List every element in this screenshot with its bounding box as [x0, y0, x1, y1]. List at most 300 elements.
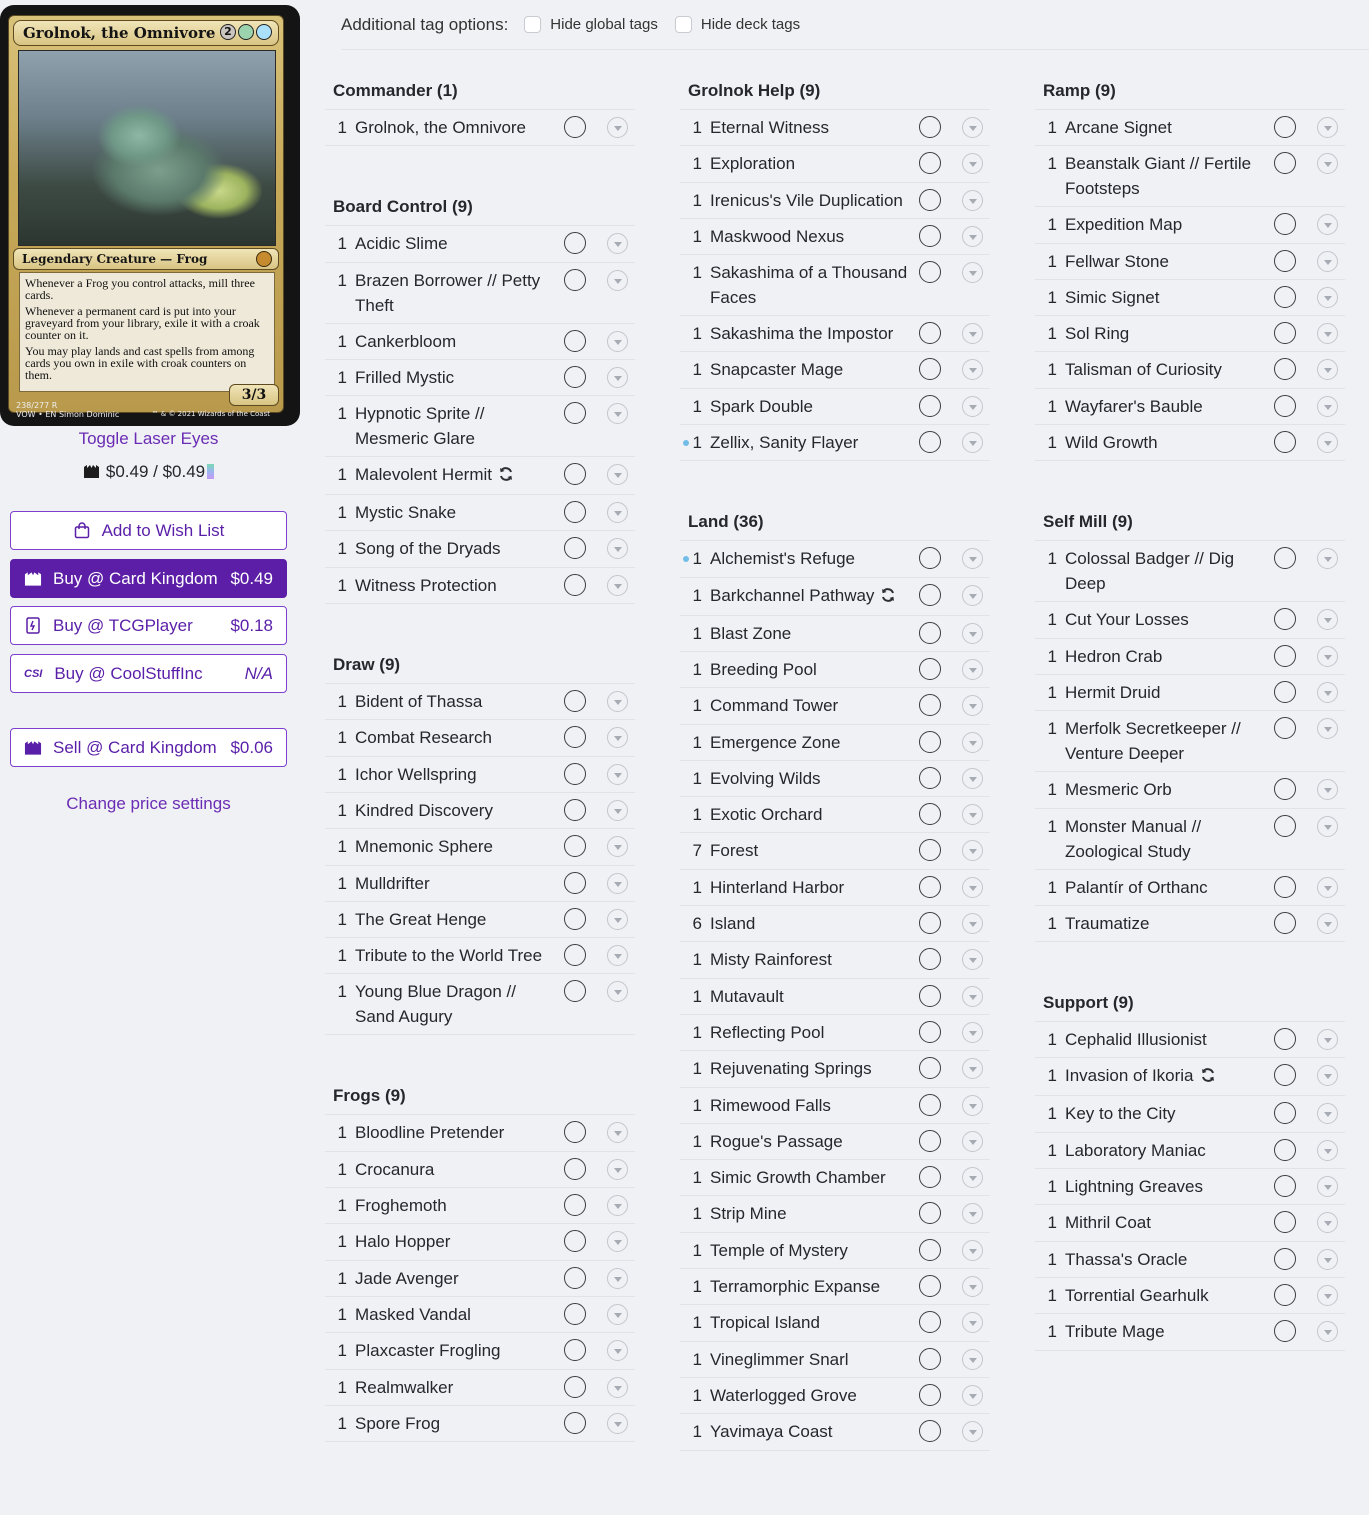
card-name-link[interactable] — [355, 834, 555, 859]
card-menu-chevron-down-icon[interactable] — [1317, 396, 1338, 417]
card-row[interactable] — [680, 146, 990, 182]
card-name-link[interactable] — [710, 657, 910, 682]
card-menu-chevron-down-icon[interactable] — [962, 1167, 983, 1188]
buy-card-kingdom-button[interactable] — [10, 559, 287, 598]
card-menu-chevron-down-icon[interactable] — [1317, 682, 1338, 703]
card-menu-chevron-down-icon[interactable] — [1317, 1140, 1338, 1161]
card-name-link[interactable] — [355, 1193, 555, 1218]
buy-tcgplayer-button[interactable] — [10, 606, 287, 645]
card-select-radio[interactable] — [919, 1094, 941, 1116]
card-select-radio[interactable] — [1274, 1028, 1296, 1050]
card-select-radio[interactable] — [1274, 1284, 1296, 1306]
card-row[interactable] — [1035, 1058, 1345, 1096]
card-row[interactable] — [680, 219, 990, 255]
card-select-radio[interactable] — [564, 908, 586, 930]
card-name-link[interactable] — [355, 401, 555, 451]
card-name-link[interactable] — [710, 1383, 910, 1408]
card-menu-chevron-down-icon[interactable] — [1317, 1103, 1338, 1124]
card-select-radio[interactable] — [919, 358, 941, 380]
card-select-radio[interactable] — [919, 1348, 941, 1370]
card-row[interactable] — [680, 833, 990, 869]
card-menu-chevron-down-icon[interactable] — [962, 732, 983, 753]
card-menu-chevron-down-icon[interactable] — [607, 117, 628, 138]
card-select-radio[interactable] — [919, 694, 941, 716]
card-select-radio[interactable] — [1274, 547, 1296, 569]
card-select-radio[interactable] — [919, 547, 941, 569]
card-row[interactable] — [325, 1370, 635, 1406]
card-name-link[interactable] — [1065, 680, 1265, 705]
card-name-link[interactable] — [710, 1201, 910, 1226]
card-name-link[interactable] — [710, 730, 910, 755]
card-name-link[interactable] — [1065, 644, 1265, 669]
buy-coolstuffinc-button[interactable] — [10, 654, 287, 693]
card-select-radio[interactable] — [919, 1311, 941, 1333]
card-row[interactable] — [325, 1406, 635, 1442]
card-name-link[interactable] — [355, 943, 555, 968]
card-menu-chevron-down-icon[interactable] — [607, 270, 628, 291]
card-row[interactable] — [680, 316, 990, 352]
card-row[interactable] — [325, 829, 635, 865]
card-select-radio[interactable] — [919, 189, 941, 211]
card-menu-chevron-down-icon[interactable] — [1317, 877, 1338, 898]
card-menu-chevron-down-icon[interactable] — [607, 1304, 628, 1325]
card-row[interactable] — [1035, 280, 1345, 316]
card-row[interactable] — [680, 352, 990, 388]
card-name-link[interactable] — [1065, 151, 1265, 201]
card-name-link[interactable] — [355, 979, 555, 1029]
card-row[interactable] — [1035, 1205, 1345, 1241]
card-menu-chevron-down-icon[interactable] — [962, 396, 983, 417]
hide-deck-tags-checkbox[interactable] — [675, 16, 692, 33]
card-select-radio[interactable] — [564, 726, 586, 748]
card-select-radio[interactable] — [919, 431, 941, 453]
card-menu-chevron-down-icon[interactable] — [962, 1022, 983, 1043]
card-select-radio[interactable] — [1274, 1175, 1296, 1197]
card-name-link[interactable] — [1065, 1101, 1265, 1126]
toggle-laser-eyes-link[interactable]: Toggle Laser Eyes — [78, 429, 219, 448]
card-name-link[interactable] — [1065, 115, 1265, 140]
card-row[interactable] — [325, 263, 635, 324]
card-menu-chevron-down-icon[interactable] — [607, 981, 628, 1002]
card-row[interactable] — [325, 457, 635, 495]
card-menu-chevron-down-icon[interactable] — [607, 575, 628, 596]
card-row[interactable] — [1035, 602, 1345, 638]
card-row[interactable] — [325, 1188, 635, 1224]
card-row[interactable] — [325, 684, 635, 720]
card-name-link[interactable] — [710, 224, 910, 249]
card-row[interactable] — [680, 1305, 990, 1341]
card-select-radio[interactable] — [1274, 645, 1296, 667]
card-name-link[interactable] — [1065, 1138, 1265, 1163]
card-select-radio[interactable] — [1274, 286, 1296, 308]
card-select-radio[interactable] — [1274, 778, 1296, 800]
card-name-link[interactable] — [710, 394, 910, 419]
card-name-link[interactable] — [355, 365, 555, 390]
card-row[interactable] — [680, 906, 990, 942]
card-menu-chevron-down-icon[interactable] — [962, 804, 983, 825]
card-name-link[interactable] — [1065, 1247, 1265, 1272]
card-menu-chevron-down-icon[interactable] — [1317, 1321, 1338, 1342]
card-name-link[interactable] — [1065, 1319, 1265, 1344]
card-name-link[interactable] — [1065, 357, 1265, 382]
card-name-link[interactable] — [355, 1302, 555, 1327]
double-faced-swap-icon[interactable] — [1200, 1065, 1216, 1090]
card-name-link[interactable] — [355, 500, 555, 525]
card-select-radio[interactable] — [1274, 1320, 1296, 1342]
card-row[interactable] — [325, 360, 635, 396]
card-row[interactable] — [325, 531, 635, 567]
card-row[interactable] — [680, 870, 990, 906]
card-menu-chevron-down-icon[interactable] — [962, 1421, 983, 1442]
card-menu-chevron-down-icon[interactable] — [607, 1377, 628, 1398]
card-name-link[interactable] — [1065, 212, 1265, 237]
card-name-link[interactable] — [710, 875, 910, 900]
card-menu-chevron-down-icon[interactable] — [607, 691, 628, 712]
card-row[interactable] — [680, 389, 990, 425]
card-name-link[interactable] — [710, 583, 910, 610]
card-row[interactable] — [325, 902, 635, 938]
card-row[interactable] — [680, 541, 990, 577]
card-name-link[interactable] — [355, 231, 555, 256]
card-row[interactable] — [1035, 809, 1345, 870]
card-menu-chevron-down-icon[interactable] — [962, 262, 983, 283]
card-row[interactable] — [325, 793, 635, 829]
double-faced-swap-icon[interactable] — [880, 585, 896, 610]
card-menu-chevron-down-icon[interactable] — [962, 768, 983, 789]
card-select-radio[interactable] — [564, 1267, 586, 1289]
card-select-radio[interactable] — [919, 1202, 941, 1224]
card-row[interactable] — [1035, 1278, 1345, 1314]
card-select-radio[interactable] — [919, 912, 941, 934]
card-menu-chevron-down-icon[interactable] — [1317, 548, 1338, 569]
card-menu-chevron-down-icon[interactable] — [607, 1340, 628, 1361]
card-select-radio[interactable] — [919, 876, 941, 898]
card-name-link[interactable] — [710, 1129, 910, 1154]
hide-deck-tags-option[interactable] — [675, 16, 800, 33]
card-name-link[interactable] — [355, 1266, 555, 1291]
card-row[interactable] — [325, 757, 635, 793]
card-menu-chevron-down-icon[interactable] — [962, 548, 983, 569]
card-menu-chevron-down-icon[interactable] — [607, 331, 628, 352]
card-select-radio[interactable] — [919, 225, 941, 247]
card-menu-chevron-down-icon[interactable] — [607, 1122, 628, 1143]
card-name-link[interactable] — [710, 766, 910, 791]
card-name-link[interactable] — [710, 621, 910, 646]
card-select-radio[interactable] — [919, 1275, 941, 1297]
card-row[interactable] — [680, 255, 990, 316]
card-name-link[interactable] — [710, 1020, 910, 1045]
card-menu-chevron-down-icon[interactable] — [1317, 117, 1338, 138]
card-row[interactable] — [680, 761, 990, 797]
card-menu-chevron-down-icon[interactable] — [607, 764, 628, 785]
card-menu-chevron-down-icon[interactable] — [1317, 1065, 1338, 1086]
card-row[interactable] — [680, 979, 990, 1015]
card-name-link[interactable] — [355, 871, 555, 896]
card-name-link[interactable] — [710, 1310, 910, 1335]
card-row[interactable] — [680, 110, 990, 146]
card-menu-chevron-down-icon[interactable] — [962, 1203, 983, 1224]
card-name-link[interactable] — [1065, 875, 1265, 900]
card-name-link[interactable] — [1065, 321, 1265, 346]
card-name-link[interactable] — [355, 1411, 555, 1436]
card-menu-chevron-down-icon[interactable] — [962, 585, 983, 606]
card-menu-chevron-down-icon[interactable] — [962, 226, 983, 247]
card-menu-chevron-down-icon[interactable] — [962, 949, 983, 970]
card-row[interactable] — [680, 1233, 990, 1269]
card-row[interactable] — [325, 1261, 635, 1297]
hide-global-tags-option[interactable] — [524, 16, 658, 33]
card-select-radio[interactable] — [564, 799, 586, 821]
card-name-link[interactable] — [355, 798, 555, 823]
card-select-radio[interactable] — [919, 322, 941, 344]
card-row[interactable] — [680, 1342, 990, 1378]
card-row[interactable] — [680, 942, 990, 978]
card-row[interactable] — [1035, 711, 1345, 772]
card-name-link[interactable] — [1065, 777, 1265, 802]
card-menu-chevron-down-icon[interactable] — [962, 623, 983, 644]
card-select-radio[interactable] — [919, 622, 941, 644]
hide-global-tags-checkbox[interactable] — [524, 16, 541, 33]
card-menu-chevron-down-icon[interactable] — [962, 323, 983, 344]
card-row[interactable] — [680, 578, 990, 616]
card-menu-chevron-down-icon[interactable] — [1317, 214, 1338, 235]
card-select-radio[interactable] — [919, 1239, 941, 1261]
card-menu-chevron-down-icon[interactable] — [962, 1131, 983, 1152]
card-select-radio[interactable] — [919, 1021, 941, 1043]
card-name-link[interactable] — [1065, 1210, 1265, 1235]
card-image[interactable] — [0, 5, 300, 426]
card-name-link[interactable] — [1065, 1063, 1265, 1090]
card-select-radio[interactable] — [919, 261, 941, 283]
card-menu-chevron-down-icon[interactable] — [962, 1095, 983, 1116]
card-name-link[interactable] — [1065, 814, 1265, 864]
card-name-link[interactable] — [355, 1229, 555, 1254]
card-row[interactable] — [325, 568, 635, 604]
card-menu-chevron-down-icon[interactable] — [607, 1231, 628, 1252]
card-select-radio[interactable] — [564, 1376, 586, 1398]
card-row[interactable] — [1035, 1242, 1345, 1278]
card-menu-chevron-down-icon[interactable] — [1317, 913, 1338, 934]
card-row[interactable] — [1035, 1314, 1345, 1350]
card-row[interactable] — [325, 1297, 635, 1333]
card-row[interactable] — [325, 495, 635, 531]
card-menu-chevron-down-icon[interactable] — [607, 909, 628, 930]
card-select-radio[interactable] — [564, 1230, 586, 1252]
card-menu-chevron-down-icon[interactable] — [962, 1349, 983, 1370]
card-row[interactable] — [1035, 352, 1345, 388]
card-select-radio[interactable] — [564, 835, 586, 857]
card-row[interactable] — [680, 1015, 990, 1051]
card-menu-chevron-down-icon[interactable] — [1317, 251, 1338, 272]
card-select-radio[interactable] — [564, 944, 586, 966]
card-select-radio[interactable] — [919, 731, 941, 753]
card-name-link[interactable] — [355, 907, 555, 932]
card-name-link[interactable] — [710, 546, 910, 571]
card-select-radio[interactable] — [919, 1384, 941, 1406]
card-name-link[interactable] — [355, 762, 555, 787]
card-menu-chevron-down-icon[interactable] — [607, 873, 628, 894]
card-select-radio[interactable] — [564, 1339, 586, 1361]
card-name-link[interactable] — [355, 329, 555, 354]
card-name-link[interactable] — [710, 321, 910, 346]
card-name-link[interactable] — [1065, 1027, 1265, 1052]
card-row[interactable] — [680, 652, 990, 688]
card-select-radio[interactable] — [564, 537, 586, 559]
card-menu-chevron-down-icon[interactable] — [962, 1240, 983, 1261]
card-name-link[interactable] — [355, 462, 555, 489]
card-row[interactable] — [1035, 1022, 1345, 1058]
card-name-link[interactable] — [710, 1419, 910, 1444]
card-select-radio[interactable] — [564, 402, 586, 424]
card-name-link[interactable] — [355, 1375, 555, 1400]
card-menu-chevron-down-icon[interactable] — [607, 538, 628, 559]
card-row[interactable] — [1035, 110, 1345, 146]
card-select-radio[interactable] — [1274, 250, 1296, 272]
card-menu-chevron-down-icon[interactable] — [1317, 609, 1338, 630]
card-name-link[interactable] — [710, 260, 910, 310]
card-row[interactable] — [1035, 639, 1345, 675]
card-menu-chevron-down-icon[interactable] — [962, 190, 983, 211]
card-name-link[interactable] — [1065, 716, 1265, 766]
card-select-radio[interactable] — [564, 1158, 586, 1180]
card-row[interactable] — [1035, 425, 1345, 461]
card-menu-chevron-down-icon[interactable] — [1317, 779, 1338, 800]
card-select-radio[interactable] — [564, 980, 586, 1002]
card-row[interactable] — [680, 1051, 990, 1087]
card-select-radio[interactable] — [919, 948, 941, 970]
card-name-link[interactable] — [1065, 1174, 1265, 1199]
add-to-wishlist-button[interactable] — [10, 511, 287, 550]
card-name-link[interactable] — [710, 1238, 910, 1263]
card-menu-chevron-down-icon[interactable] — [607, 1195, 628, 1216]
card-row[interactable] — [325, 110, 635, 146]
card-menu-chevron-down-icon[interactable] — [1317, 287, 1338, 308]
card-select-radio[interactable] — [1274, 608, 1296, 630]
card-menu-chevron-down-icon[interactable] — [962, 986, 983, 1007]
card-menu-chevron-down-icon[interactable] — [607, 836, 628, 857]
card-row[interactable] — [680, 1196, 990, 1232]
card-menu-chevron-down-icon[interactable] — [962, 1276, 983, 1297]
card-row[interactable] — [325, 974, 635, 1035]
card-menu-chevron-down-icon[interactable] — [607, 233, 628, 254]
card-row[interactable] — [325, 866, 635, 902]
card-row[interactable] — [680, 1160, 990, 1196]
card-menu-chevron-down-icon[interactable] — [1317, 1285, 1338, 1306]
change-price-settings-link[interactable]: Change price settings — [66, 794, 231, 813]
card-select-radio[interactable] — [564, 366, 586, 388]
card-row[interactable] — [325, 324, 635, 360]
card-menu-chevron-down-icon[interactable] — [607, 1413, 628, 1434]
card-menu-chevron-down-icon[interactable] — [607, 1159, 628, 1180]
card-name-link[interactable] — [710, 911, 910, 936]
card-name-link[interactable] — [710, 151, 910, 176]
card-name-link[interactable] — [1065, 285, 1265, 310]
card-menu-chevron-down-icon[interactable] — [607, 727, 628, 748]
card-menu-chevron-down-icon[interactable] — [962, 359, 983, 380]
card-row[interactable] — [1035, 906, 1345, 942]
card-menu-chevron-down-icon[interactable] — [1317, 323, 1338, 344]
card-menu-chevron-down-icon[interactable] — [607, 1268, 628, 1289]
card-name-link[interactable] — [355, 115, 555, 140]
double-faced-swap-icon[interactable] — [498, 464, 514, 489]
card-row[interactable] — [1035, 675, 1345, 711]
card-name-link[interactable] — [710, 984, 910, 1009]
card-menu-chevron-down-icon[interactable] — [1317, 1249, 1338, 1270]
card-select-radio[interactable] — [564, 763, 586, 785]
card-name-link[interactable] — [1065, 249, 1265, 274]
card-row[interactable] — [325, 938, 635, 974]
card-menu-chevron-down-icon[interactable] — [962, 117, 983, 138]
card-select-radio[interactable] — [564, 1194, 586, 1216]
card-menu-chevron-down-icon[interactable] — [1317, 1176, 1338, 1197]
card-select-radio[interactable] — [1274, 322, 1296, 344]
card-name-link[interactable] — [710, 1056, 910, 1081]
card-select-radio[interactable] — [919, 116, 941, 138]
card-name-link[interactable] — [355, 536, 555, 561]
card-select-radio[interactable] — [1274, 116, 1296, 138]
card-row[interactable] — [1035, 870, 1345, 906]
card-menu-chevron-down-icon[interactable] — [607, 945, 628, 966]
card-menu-chevron-down-icon[interactable] — [962, 659, 983, 680]
card-name-link[interactable] — [355, 689, 555, 714]
card-menu-chevron-down-icon[interactable] — [607, 800, 628, 821]
card-name-link[interactable] — [710, 1165, 910, 1190]
card-select-radio[interactable] — [1274, 1248, 1296, 1270]
card-select-radio[interactable] — [919, 767, 941, 789]
card-name-link[interactable] — [355, 268, 555, 318]
card-menu-chevron-down-icon[interactable] — [607, 367, 628, 388]
card-row[interactable] — [325, 396, 635, 457]
card-name-link[interactable] — [710, 693, 910, 718]
card-row[interactable] — [325, 1115, 635, 1151]
card-select-radio[interactable] — [564, 116, 586, 138]
card-select-radio[interactable] — [919, 985, 941, 1007]
card-name-link[interactable] — [710, 1274, 910, 1299]
card-select-radio[interactable] — [919, 584, 941, 606]
card-row[interactable] — [1035, 541, 1345, 602]
card-name-link[interactable] — [710, 115, 910, 140]
card-name-link[interactable] — [710, 1093, 910, 1118]
card-row[interactable] — [680, 688, 990, 724]
card-row[interactable] — [1035, 1133, 1345, 1169]
card-select-radio[interactable] — [919, 803, 941, 825]
card-select-radio[interactable] — [564, 872, 586, 894]
card-menu-chevron-down-icon[interactable] — [962, 695, 983, 716]
card-row[interactable] — [680, 1414, 990, 1450]
card-select-radio[interactable] — [564, 330, 586, 352]
card-name-link[interactable] — [710, 188, 910, 213]
card-select-radio[interactable] — [1274, 358, 1296, 380]
card-name-link[interactable] — [1065, 546, 1265, 596]
card-row[interactable] — [680, 425, 990, 461]
card-row[interactable] — [1035, 389, 1345, 425]
card-select-radio[interactable] — [564, 690, 586, 712]
card-row[interactable] — [680, 616, 990, 652]
card-menu-chevron-down-icon[interactable] — [962, 1385, 983, 1406]
card-row[interactable] — [1035, 1096, 1345, 1132]
card-menu-chevron-down-icon[interactable] — [962, 913, 983, 934]
card-row[interactable] — [680, 1124, 990, 1160]
card-menu-chevron-down-icon[interactable] — [1317, 1212, 1338, 1233]
card-select-radio[interactable] — [1274, 1211, 1296, 1233]
card-menu-chevron-down-icon[interactable] — [607, 403, 628, 424]
card-menu-chevron-down-icon[interactable] — [962, 877, 983, 898]
card-row[interactable] — [1035, 772, 1345, 808]
card-select-radio[interactable] — [919, 1166, 941, 1188]
card-select-radio[interactable] — [1274, 876, 1296, 898]
card-select-radio[interactable] — [1274, 1102, 1296, 1124]
card-select-radio[interactable] — [919, 658, 941, 680]
